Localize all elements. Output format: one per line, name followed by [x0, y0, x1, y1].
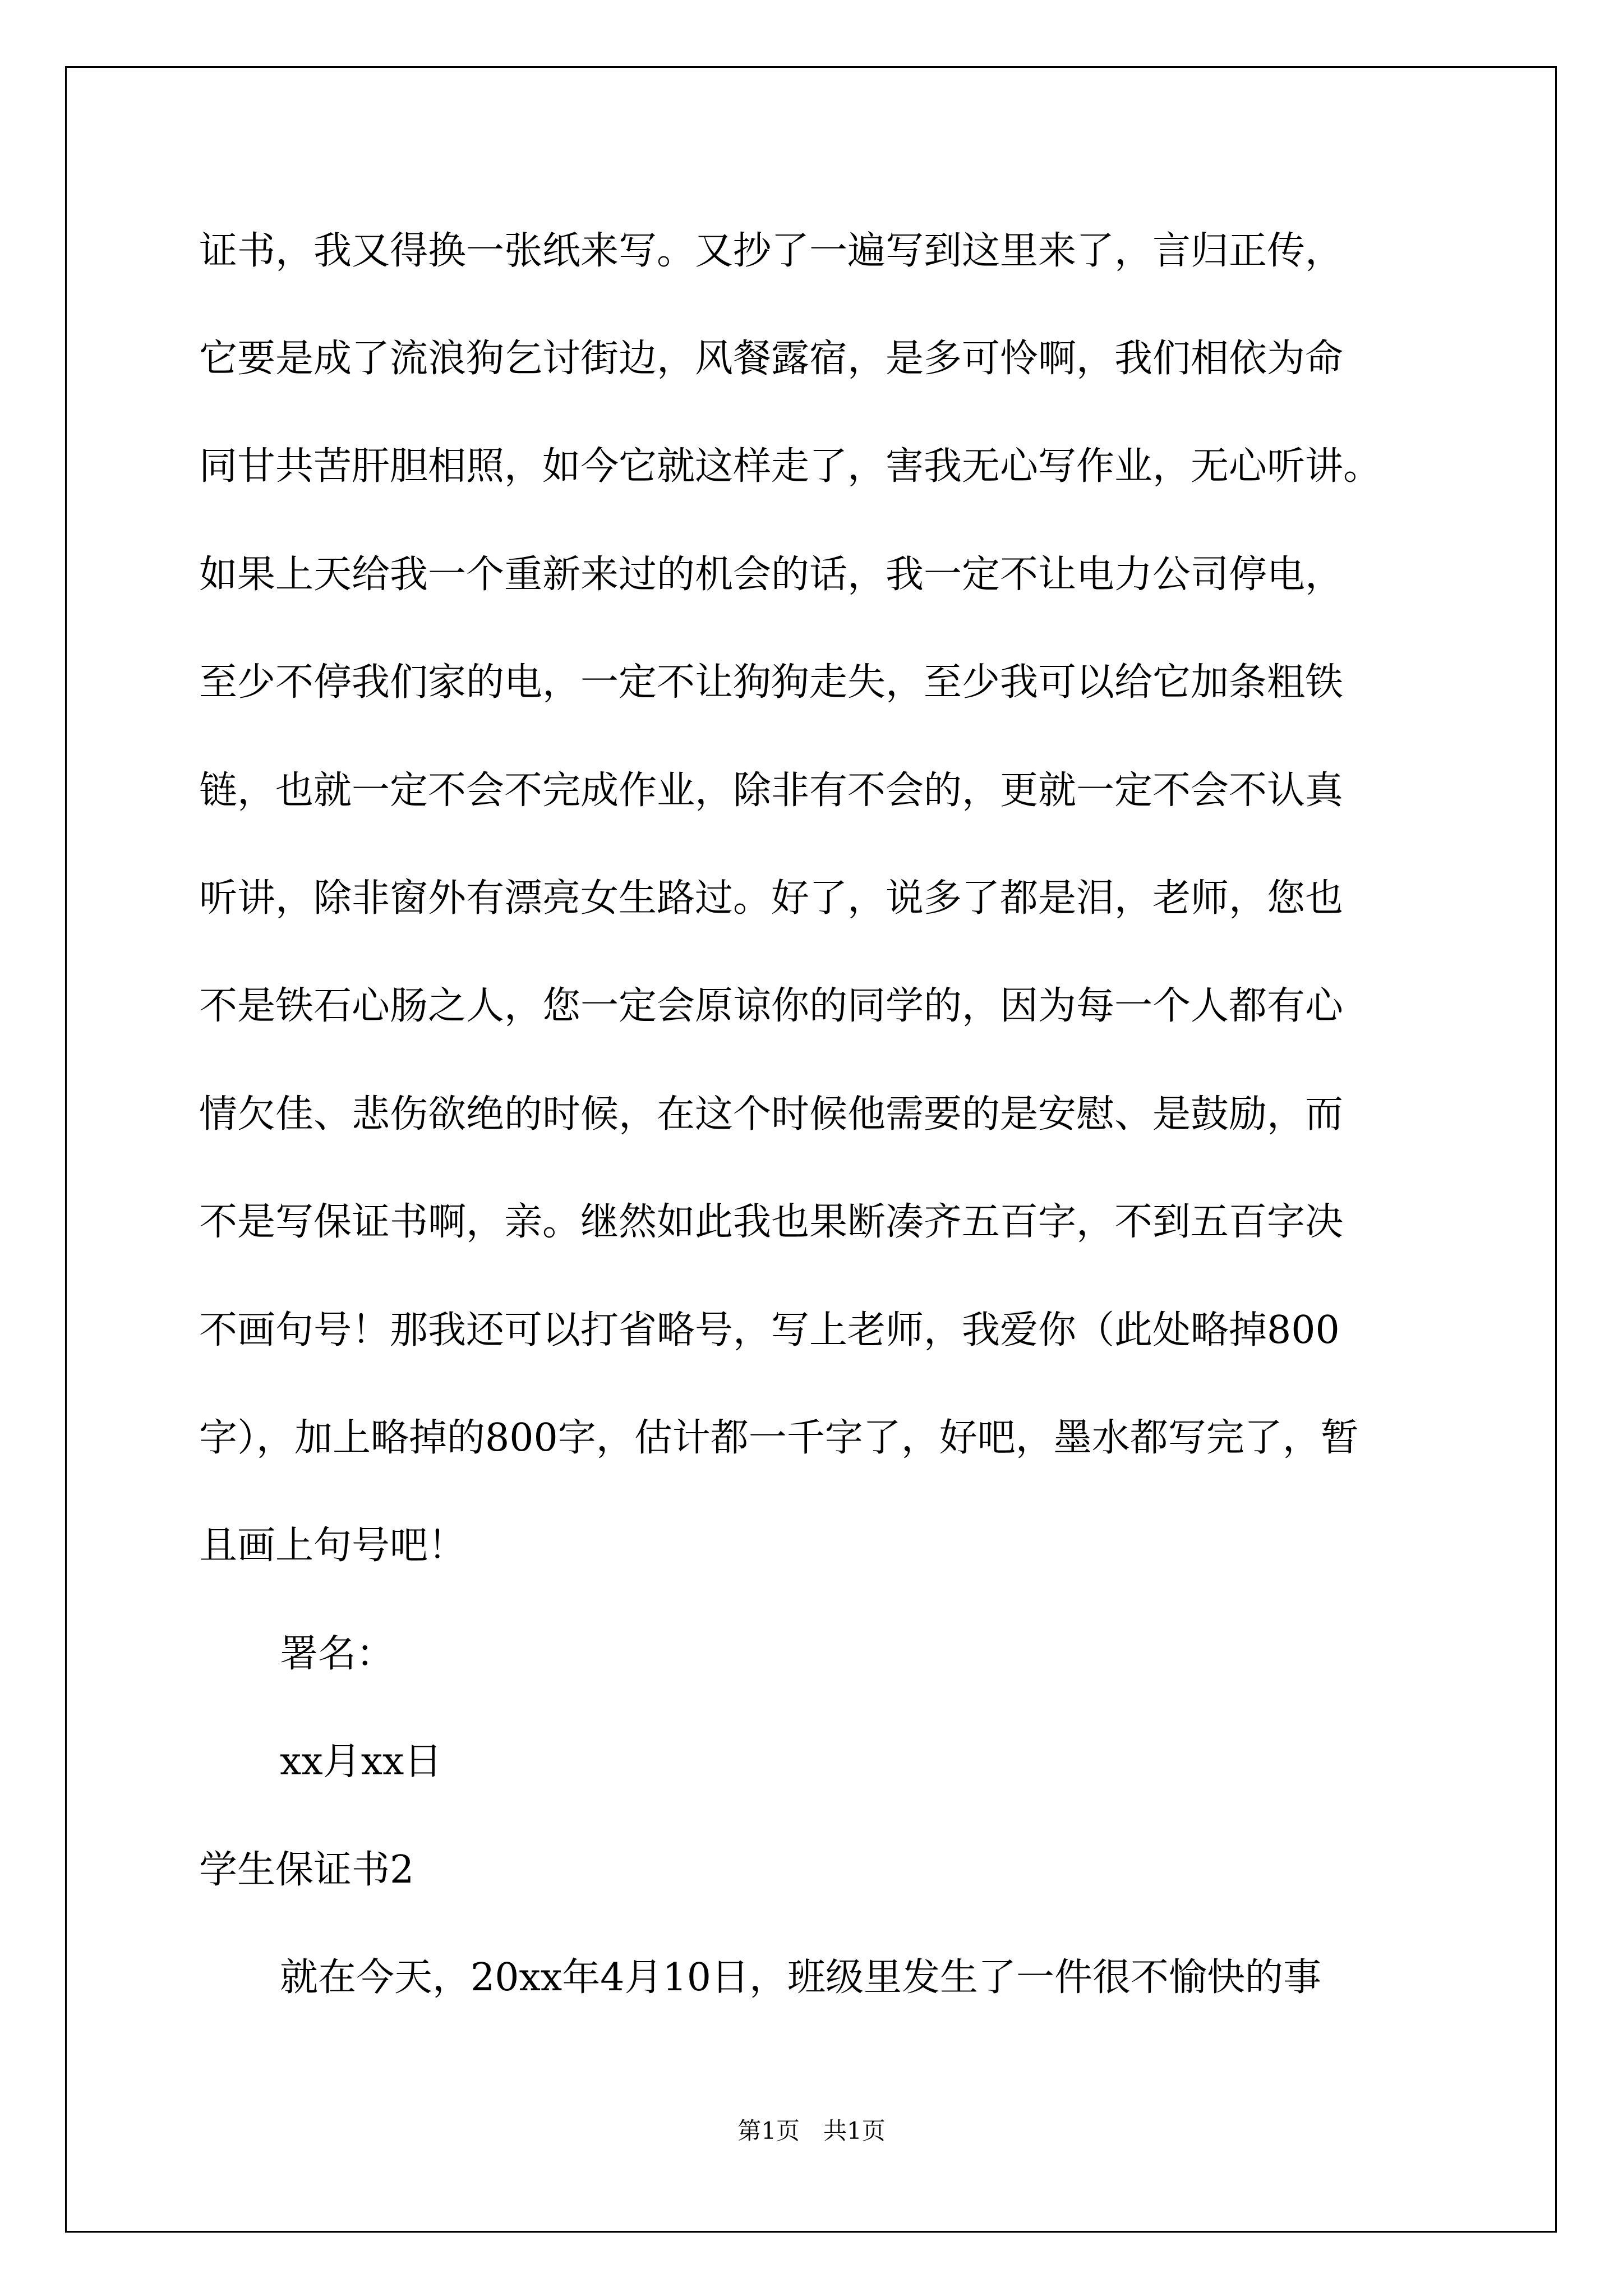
date-line: xx月xx日 [280, 1740, 442, 1784]
body-line: 字），加上略掉的800字，估计都一千字了，好吧，墨水都写完了，暂 [199, 1416, 1359, 1460]
body-line: 至少不停我们家的电，一定不让狗狗走失，至少我可以给它加条粗铁 [199, 660, 1344, 705]
page-border [65, 66, 1557, 2233]
body-line: 不画句号！那我还可以打省略号，写上老师，我爱你（此处略掉800 [199, 1308, 1340, 1352]
body-line: 不是铁石心肠之人，您一定会原谅你的同学的，因为每一个人都有心 [199, 984, 1344, 1028]
body-line: 如果上天给我一个重新来过的机会的话，我一定不让电力公司停电， [199, 553, 1344, 597]
body-line: 情欠佳、悲伤欲绝的时候，在这个时候他需要的是安慰、是鼓励，而 [199, 1092, 1344, 1137]
body-line: 且画上句号吧！ [199, 1524, 467, 1568]
body-line: 链，也就一定不会不完成作业，除非有不会的，更就一定不会不认真 [199, 769, 1344, 813]
body-line: 听讲，除非窗外有漂亮女生路过。好了，说多了都是泪，老师，您也 [199, 876, 1344, 921]
signature-label: 署名： [280, 1632, 395, 1676]
section-first-line: 就在今天，20xx年4月10日，班级里发生了一件很不愉快的事 [280, 1955, 1322, 2000]
body-line: 不是写保证书啊，亲。继然如此我也果断凑齐五百字，不到五百字决 [199, 1200, 1344, 1244]
body-line: 它要是成了流浪狗乞讨街边，风餐露宿，是多可怜啊，我们相依为命 [199, 337, 1344, 381]
body-line: 证书，我又得换一张纸来写。又抄了一遍写到这里来了，言归正传， [199, 229, 1344, 273]
section-title: 学生保证书2 [199, 1848, 414, 1892]
body-line: 同甘共苦肝胆相照，如今它就这样走了，害我无心写作业，无心听讲。 [199, 444, 1382, 489]
page-footer: 第1页 共1页 [737, 2117, 886, 2145]
